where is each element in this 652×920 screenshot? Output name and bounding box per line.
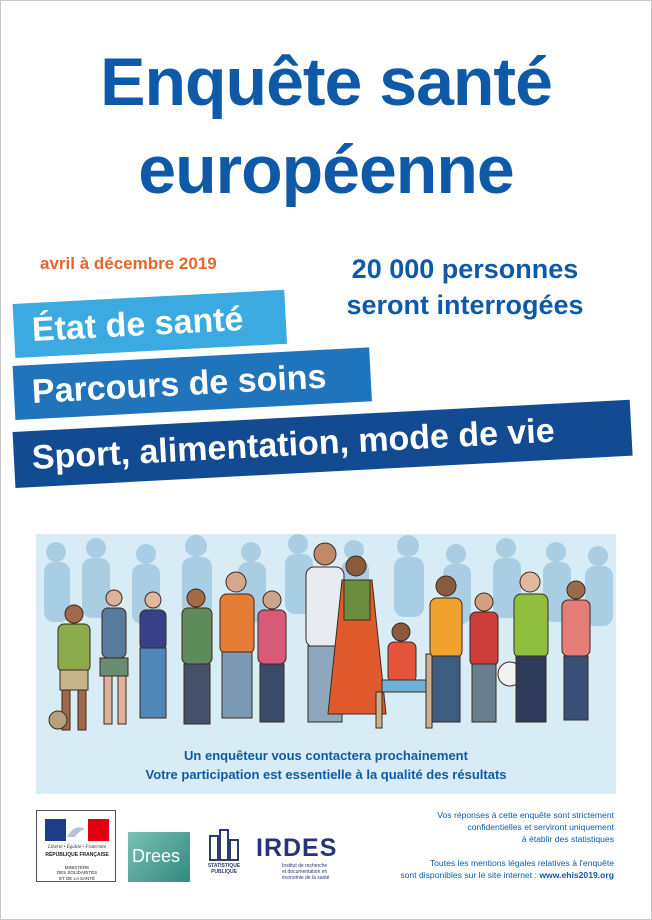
ministry-line: DES SOLIDARITÉS bbox=[56, 870, 98, 876]
statistique-line: PUBLIQUE bbox=[211, 868, 237, 875]
republique-motto: Liberté • Égalité • Fraternité bbox=[48, 845, 106, 850]
notice-line: Toutes les mentions légales relatives à l'enquête bbox=[429, 858, 614, 868]
statistique-building-icon bbox=[206, 826, 242, 862]
irdes-line: Institut de recherche bbox=[282, 863, 328, 869]
notice-line bbox=[354, 869, 614, 881]
illustration-message-2: Votre participation est essentielle à la qualité des résultats bbox=[145, 767, 507, 782]
legal-notice bbox=[354, 857, 614, 881]
people-illustration bbox=[36, 534, 616, 794]
notice-prefix: sont disponibles sur le site internet : bbox=[400, 870, 540, 881]
title-line-1: Enquête santé bbox=[100, 44, 552, 120]
irdes-name: IRDES bbox=[256, 834, 338, 862]
statistique-publique-logo bbox=[206, 826, 242, 882]
theme-label: État de santé bbox=[30, 300, 245, 350]
drees-logo bbox=[128, 832, 190, 882]
participants-count-line-1: 20 000 personnes bbox=[351, 254, 579, 284]
notice-line: à établir des statistiques bbox=[521, 834, 614, 845]
republique-name: RÉPUBLIQUE FRANÇAISE bbox=[45, 852, 109, 858]
statistique-label bbox=[206, 864, 242, 875]
notice-line: Vos réponses à cette enquête sont strictement bbox=[437, 810, 614, 820]
ministry-line: ET DE LA SANTÉ bbox=[59, 875, 95, 881]
ministry-line: MINISTÈRE bbox=[64, 865, 90, 870]
theme-label: Sport, alimentation, mode de vie bbox=[30, 411, 556, 478]
survey-dates: avril à décembre 2019 bbox=[40, 254, 217, 273]
theme-label: Parcours de soins bbox=[30, 357, 328, 412]
illustration-message-1: Un enquêteur vous contactera prochainement bbox=[184, 748, 468, 763]
participants-count-line-2: seront interrogées bbox=[346, 290, 584, 320]
irdes-line: économie de la santé bbox=[282, 874, 330, 881]
republique-francaise-logo bbox=[36, 810, 116, 882]
website-link[interactable]: www.ehis2019.org bbox=[539, 870, 614, 881]
title-line-2: européenne bbox=[138, 132, 514, 208]
irdes-line: et documentation en bbox=[282, 868, 328, 875]
marianne-flag-icon bbox=[45, 819, 109, 841]
statistique-line: STATISTIQUE bbox=[207, 863, 241, 869]
confidentiality-notice bbox=[354, 809, 614, 845]
irdes-subtitle bbox=[282, 864, 352, 881]
irdes-logo bbox=[256, 834, 346, 882]
ministry-name bbox=[39, 865, 115, 881]
drees-name: Drees bbox=[132, 846, 181, 866]
notice-line: confidentielles et serviront uniquement bbox=[467, 822, 614, 833]
